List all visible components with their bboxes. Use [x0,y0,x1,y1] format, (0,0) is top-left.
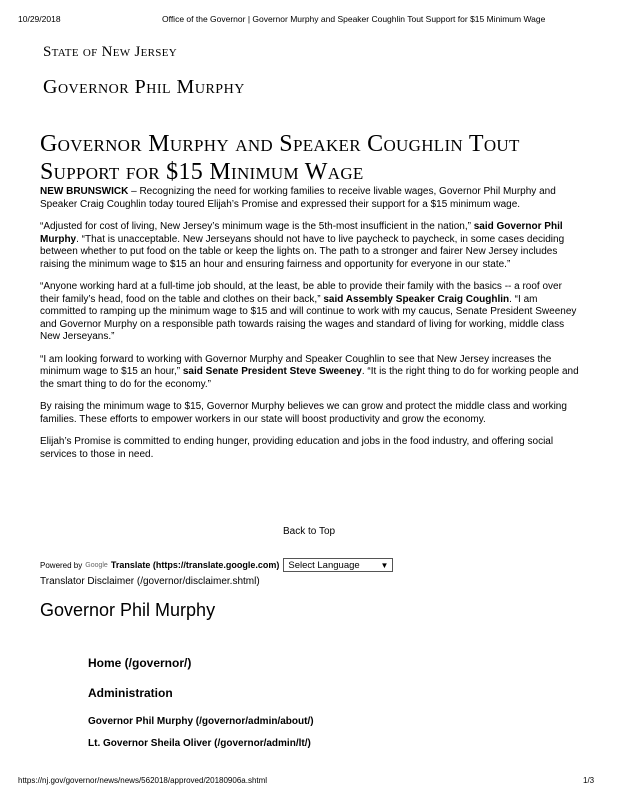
paragraph-2 [40,221,582,271]
nav-governor-link[interactable]: Governor Phil Murphy (/governor/admin/about/) [88,716,314,727]
paragraph-3-text-b: . “I am committed to ramping up the minimum wage to $15 and will continue to work with my caucus, Senate President Sweeney and Governor Murphy on a responsible path towards raising the wages and standard of living for working, middle class New Jerseyans.” [40,293,577,342]
nav-home-link[interactable]: Home (/governor/) [88,656,192,670]
language-select[interactable] [283,558,393,572]
paragraph-5: By raising the minimum wage to $15, Governor Murphy believes we can grow and protect the middle class and working families. These efforts to empower workers in our state will boost productivity and grow the economy. [40,401,567,425]
headline-line-1: Governor Murphy and Speaker Coughlin Tout [40,131,520,157]
nav-administration-heading: Administration [88,686,173,700]
dropdown-arrow-icon: ▼ [380,560,389,570]
print-page-number: 1/3 [583,776,595,785]
dateline: NEW BRUNSWICK [40,186,129,197]
page-title [40,130,600,186]
language-select-value: Select Language [288,559,360,571]
paragraph-4 [40,354,582,392]
print-url: https://nj.gov/governor/news/news/562018/approved/20180906a.shtml [18,776,268,785]
paragraph-4-text-a: “I am looking forward to working with Governor Murphy and Speaker Coughlin to see that New Jersey increases the minimum wage to $15 an hour,” [40,353,552,377]
paragraph-2-text-b: . “That is unacceptable. New Jerseyans should not have to live paycheck to paycheck, in some cases deciding between whether to put food on the table or keep the lights on. The path to a stronger and fairer New Jersey includes raising the minimum wage to $15 an hour and ensuring fairness and opportunity for everyone in our state.” [40,233,565,270]
attribution-speaker: said Assembly Speaker Craig Coughlin [323,293,510,305]
print-date: 10/29/2018 [18,14,61,24]
attribution-senate-president: said Senate President Steve Sweeney [182,366,362,377]
paragraph-3-text-a: “Anyone working hard at a full-time job should, at the least, be able to provide their family with the basics -- a roof over their family’s head, food on the table and clothes on their back,” [40,281,562,305]
governor-site-title[interactable]: Governor Phil Murphy [43,76,245,98]
paragraph-1-text: – Recognizing the need for working families to receive livable wages, Governor Phil Murphy and Speaker Craig Coughlin today toured Elijah’s Promise and expressed their support for a $15 minimum wage. [40,186,556,210]
back-to-top-link[interactable]: Back to Top [283,526,336,537]
paragraph-6: Elijah’s Promise is committed to ending hunger, providing education and jobs in the food industry, and offering social services to those in need. [40,436,554,460]
paragraph-3 [40,281,582,344]
state-label[interactable]: State of New Jersey [43,44,177,60]
google-logo: Google [85,561,108,569]
article-body [40,186,582,471]
paragraph-4-text-b: . “It is the right thing to do for working people and the smart thing to do for the economy.” [40,366,579,390]
powered-by-label: Powered by [40,560,83,570]
footer-title: Governor Phil Murphy [40,600,216,620]
translate-widget [40,557,393,573]
headline-line-2: Support for $15 Minimum Wage [40,159,364,185]
nav-lt-governor-link[interactable]: Lt. Governor Sheila Oliver (/governor/admin/lt/) [88,738,311,749]
paragraph-1 [40,186,582,211]
attribution-governor: said Governor Phil Murphy [40,221,563,245]
translator-disclaimer-link[interactable]: Translator Disclaimer (/governor/disclaimer.shtml) [40,576,260,587]
google-translate-link[interactable]: Translate (https://translate.google.com) [110,560,280,570]
paragraph-2-text-a: “Adjusted for cost of living, New Jersey’s minimum wage is the 5th-most insufficient in the nation,” [40,221,474,232]
print-title: Office of the Governor | Governor Murphy and Speaker Coughlin Tout Support for $15 Minimum Wage [162,14,546,24]
